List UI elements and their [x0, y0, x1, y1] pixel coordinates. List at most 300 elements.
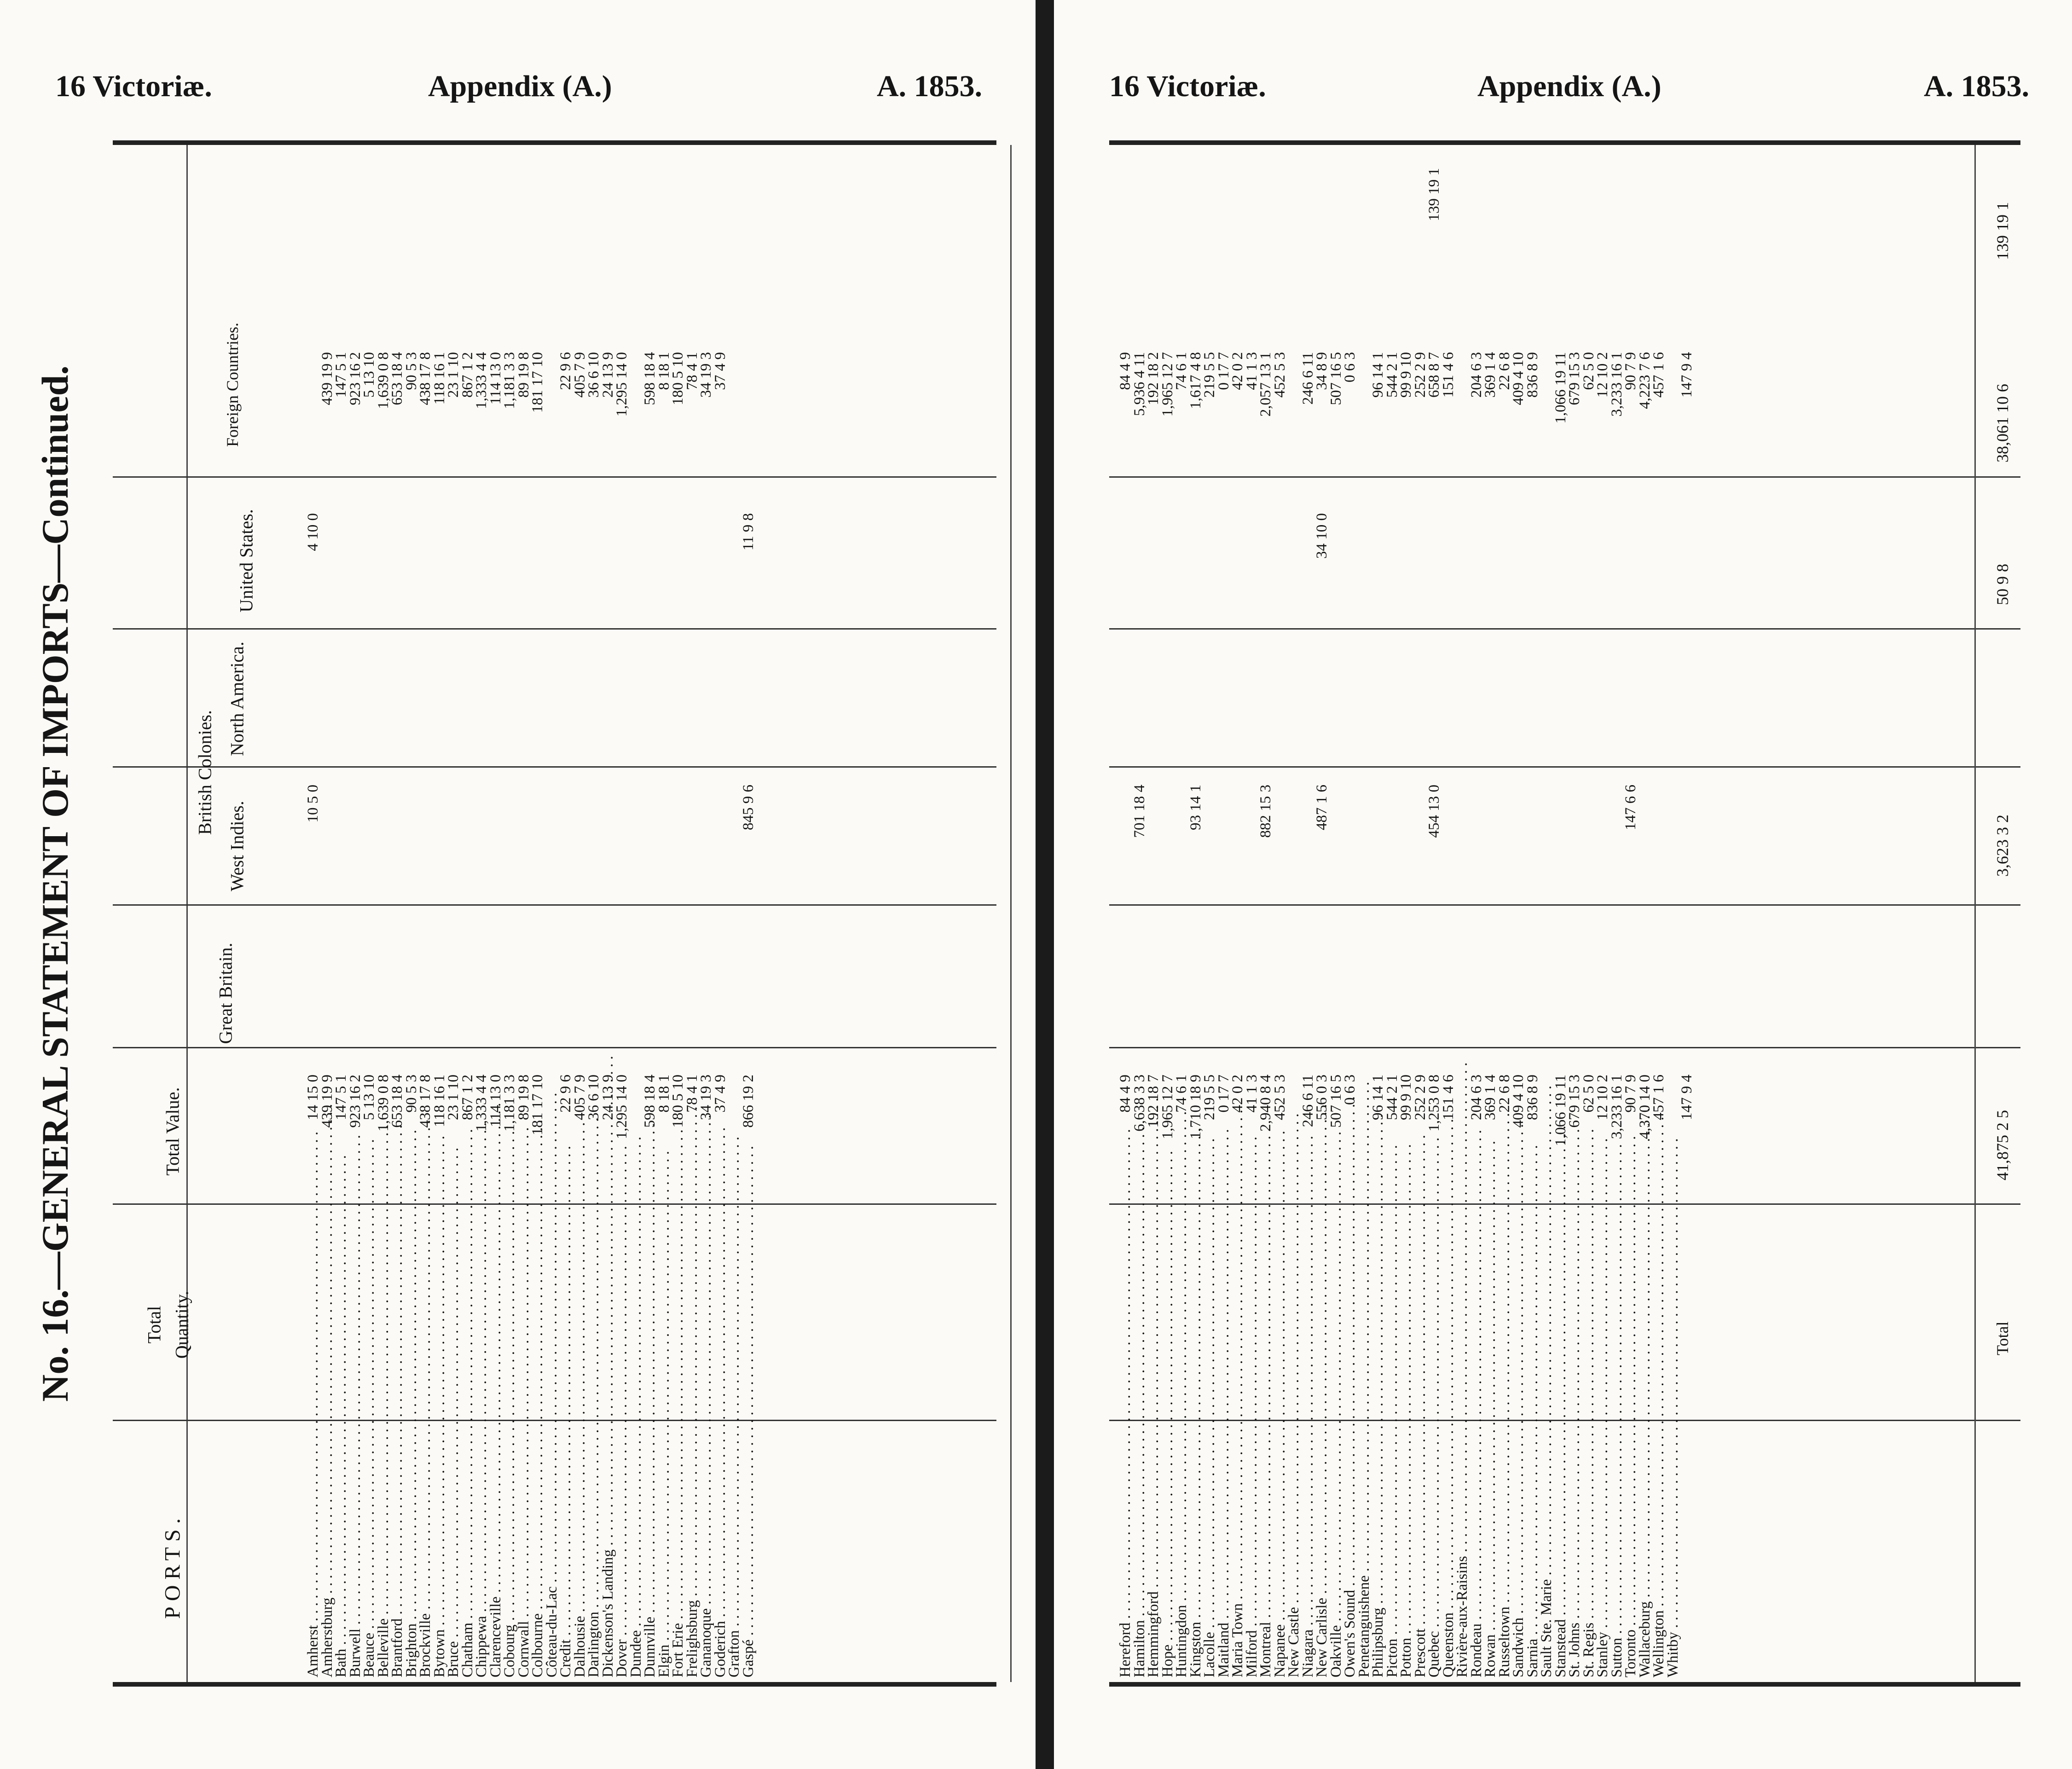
port-name: Napanee . . .: [1273, 1236, 1287, 1677]
port-name: Philipsburg . . .: [1371, 1236, 1385, 1677]
ports-column: [1118, 1236, 1680, 1677]
north-america-cell: [1203, 513, 1217, 624]
united-states-cell: 147 9 4: [1678, 352, 1695, 398]
total-value-cell: 34 19 3: [698, 1075, 714, 1120]
port-name: Bruce . . .: [446, 1236, 461, 1677]
north-america-cell: [545, 513, 559, 624]
great-britain-cell: [489, 785, 503, 904]
port-name: Belleville . . .: [376, 1236, 391, 1677]
united-states-cell: 42 0 2: [1229, 352, 1246, 390]
north-america-cell: [1133, 513, 1147, 624]
foreign-cell: [1118, 168, 1133, 278]
united-states-total: 38,061 10 6: [1993, 384, 2012, 462]
north-america-cell: [433, 513, 447, 624]
port-name: Burwell . . .: [348, 1236, 363, 1677]
united-states-cell: [741, 352, 756, 472]
port-name: Cobourg . . .: [503, 1236, 517, 1677]
foreign-cell: [1568, 168, 1582, 278]
total-value-cell: 147 5 1: [333, 1075, 349, 1120]
great-britain-cell: [1610, 785, 1624, 904]
total-value-cell: 181 17 10: [529, 1075, 546, 1135]
port-name: Brantford . . .: [390, 1236, 405, 1677]
total-value-cell: 452 5 3: [1271, 1075, 1288, 1120]
total-value-cell: 90 7 9: [1622, 1075, 1639, 1113]
great-britain-cell: [348, 785, 363, 904]
port-name: Montreal . . .: [1259, 1236, 1273, 1677]
totals-row: [1993, 145, 2020, 1677]
great-britain-cell: [671, 785, 685, 904]
united-states-cell: [1540, 352, 1554, 472]
total-value-cell: 22 9 6: [557, 1075, 574, 1113]
great-britain-cell: [531, 785, 545, 904]
foreign-cell: [1470, 168, 1484, 278]
united-states-cell: 24 13 9: [599, 352, 616, 398]
united-states-cell: 22 6 8: [1496, 352, 1513, 390]
united-states-cell: 90 7 9: [1622, 352, 1639, 390]
port-name: Penetanguishene . . .: [1357, 1236, 1372, 1677]
total-value-cell: 1,333 4 4: [473, 1075, 490, 1132]
total-value-cell: 78 4 1: [683, 1075, 700, 1113]
north-america-cell: [713, 513, 728, 624]
north-america-cell: [503, 513, 517, 624]
north-america-cell: [1245, 513, 1259, 624]
total-value-cell: 74 6 1: [1173, 1075, 1190, 1113]
great-britain-cell: [1455, 785, 1470, 904]
great-britain-cell: [390, 785, 405, 904]
total-value-cell: 1,181 3 3: [501, 1075, 518, 1132]
north-america-cell: [643, 513, 657, 624]
north-america-cell: [1161, 513, 1175, 624]
total-value-cell: 14 15 0: [305, 1075, 321, 1120]
port-name: Clarenceville . . .: [489, 1236, 503, 1677]
british-colonies-heading: British Colonies.: [194, 710, 215, 835]
north-america-cell: [1329, 513, 1343, 624]
north-america-cell: [1189, 513, 1203, 624]
united-states-cell: 1,333 4 4: [473, 352, 490, 409]
total-value-cell: 99 9 10: [1398, 1075, 1414, 1120]
united-states-cell: 37 4 9: [712, 352, 729, 390]
port-name: Wallaceburg . . .: [1638, 1236, 1652, 1677]
north-america-cell: [405, 513, 419, 624]
total-value-cell: 923 16 2: [347, 1075, 364, 1128]
total-value-cell: 42 0 2: [1229, 1075, 1246, 1113]
total-value-cell: 36 6 10: [585, 1075, 602, 1120]
port-name: Prescott . . .: [1413, 1236, 1428, 1677]
left-table-body: [306, 145, 996, 1677]
great-britain-cell: [685, 785, 700, 904]
port-name: Dalhousie . . .: [573, 1236, 587, 1677]
united-states-cell: 4,223 7 6: [1636, 352, 1653, 409]
foreign-cell: [1624, 168, 1638, 278]
north-america-cell: [1596, 513, 1610, 624]
great-britain-cell: [446, 785, 461, 904]
port-name: Kingston . . .: [1189, 1236, 1203, 1677]
united-states-cell: [1666, 352, 1680, 472]
port-name: Frelighsburg . . .: [685, 1236, 700, 1677]
north-america-cell: [517, 513, 531, 624]
foreign-cell: [1596, 168, 1610, 278]
port-name: Darlington . . .: [587, 1236, 601, 1677]
rule: [186, 145, 188, 1682]
total-value-cell: [1666, 1075, 1680, 1203]
port-name: Credit . . .: [559, 1236, 573, 1677]
great-britain-cell: 10 5 0: [305, 785, 321, 823]
great-britain-column: [1118, 785, 1680, 904]
north-america-cell: [334, 513, 348, 624]
port-name: New Castle . . .: [1287, 1236, 1301, 1677]
great-britain-cell: 882 15 3: [1257, 785, 1274, 838]
foreign-cell: [1498, 168, 1512, 278]
port-name: Sandwich . . .: [1511, 1236, 1526, 1677]
north-america-cell: [559, 513, 573, 624]
total-value-cell: 1,066 19 11: [1552, 1075, 1569, 1146]
north-america-cell: [573, 513, 587, 624]
north-america-cell: [1175, 513, 1189, 624]
port-name: Amherst . . .: [306, 1236, 320, 1677]
great-britain-cell: [1666, 785, 1680, 904]
united-states-cell: 0 6 3: [1342, 352, 1358, 382]
united-states-cell: 409 4 10: [1510, 352, 1527, 405]
north-america-cell: [587, 513, 601, 624]
great-britain-cell: [1329, 785, 1343, 904]
great-britain-cell: [362, 785, 376, 904]
total-value-cell: 89 19 8: [515, 1075, 532, 1120]
foreign-cell: [1231, 168, 1245, 278]
united-states-cell: 658 8 7: [1426, 352, 1442, 398]
great-britain-cell: [1652, 785, 1666, 904]
total-value-total: 41,875 2 5: [1993, 1110, 2012, 1180]
great-britain-cell: [1568, 785, 1582, 904]
united-states-cell: 1,295 14 0: [613, 352, 630, 417]
foreign-cell: [1511, 168, 1526, 278]
united-states-cell: 12 10 2: [1594, 352, 1611, 398]
great-britain-cell: 845 9 6: [740, 785, 757, 830]
great-britain-cell: [1413, 785, 1428, 904]
total-value-cell: 180 5 10: [670, 1075, 686, 1128]
north-america-cell: [489, 513, 503, 624]
north-america-cell: [1146, 513, 1161, 624]
foreign-cell: [1203, 168, 1217, 278]
great-britain-cell: [334, 785, 348, 904]
united-states-cell: 246 6 11: [1299, 352, 1316, 405]
united-states-cell: 439 19 9: [318, 352, 336, 405]
north-america-cell: 11 9 8: [740, 513, 757, 551]
united-states-cell: 78 4 1: [683, 352, 700, 390]
great-britain-cell: [475, 785, 489, 904]
north-america-cell: [1666, 513, 1680, 624]
port-name: Dickenson's Landing . . .: [601, 1236, 615, 1677]
foreign-cell: [1441, 168, 1456, 278]
north-america-cell: [657, 513, 671, 624]
port-name: New Carlisle . . .: [1315, 1236, 1329, 1677]
great-britain-cell: [1357, 785, 1372, 904]
north-america-cell: [699, 513, 713, 624]
north-america-cell: [1624, 513, 1638, 624]
foreign-cell: [1666, 168, 1680, 278]
total-value-cell: 5 13 10: [361, 1075, 377, 1120]
great-britain-cell: [1554, 785, 1568, 904]
united-states-cell: 3,233 16 1: [1608, 352, 1625, 417]
great-britain-cell: [713, 785, 728, 904]
north-america-cell: [461, 513, 475, 624]
total-value-cell: 1,710 18 9: [1187, 1075, 1204, 1139]
united-states-cell: 96 14 1: [1370, 352, 1386, 398]
total-value-cell: 24 13 9: [599, 1075, 616, 1120]
foreign-cell: [1161, 168, 1175, 278]
ports-column: [306, 1236, 755, 1677]
total-value-cell: 507 16 5: [1327, 1075, 1344, 1128]
north-america-cell: [1483, 513, 1498, 624]
great-britain-heading: Great Britain.: [215, 942, 236, 1044]
north-america-column: [1118, 513, 1680, 624]
total-value-cell: 0 17 7: [1215, 1075, 1232, 1113]
great-britain-column: [306, 785, 755, 904]
port-name: Bath . . .: [334, 1236, 348, 1677]
total-value-cell: 6,638 3 3: [1131, 1075, 1148, 1132]
north-america-cell: 34 10 0: [1314, 513, 1330, 559]
north-america-cell: [1498, 513, 1512, 624]
north-america-column: [306, 513, 755, 624]
foreign-cell: [1245, 168, 1259, 278]
north-america-cell: [601, 513, 615, 624]
port-name: Oakville . . .: [1329, 1236, 1343, 1677]
great-britain-cell: [1511, 785, 1526, 904]
united-states-cell: 1,965 12 7: [1159, 352, 1176, 417]
foreign-cell: [1273, 168, 1287, 278]
great-britain-total: 3,623 3 2: [1993, 815, 2012, 877]
total-value-cell: 41 1 3: [1243, 1075, 1260, 1113]
united-states-column: [306, 352, 755, 472]
total-value-cell: 204 6 3: [1468, 1075, 1485, 1120]
foreign-cell: [1259, 168, 1273, 278]
total-value-column: [1118, 1075, 1694, 1203]
port-name: Beauce . . .: [362, 1236, 376, 1677]
north-america-heading: North America.: [226, 642, 248, 756]
total-value-cell: 219 5 5: [1201, 1075, 1218, 1120]
united-states-cell: 89 19 8: [515, 352, 532, 398]
total-value-cell: 96 14 1: [1370, 1075, 1386, 1120]
great-britain-cell: [1203, 785, 1217, 904]
foreign-countries-column: [1118, 168, 1680, 278]
port-name: Brighton . . .: [405, 1236, 419, 1677]
united-states-column: [1118, 352, 1694, 472]
united-states-cell: 192 18 2: [1145, 352, 1162, 405]
north-america-cell: [376, 513, 391, 624]
total-value-cell: 23 1 10: [445, 1075, 462, 1120]
total-value-cell: 0 6 3: [1342, 1075, 1358, 1105]
total-value-cell: 1,639 0 8: [375, 1075, 392, 1132]
total-value-cell: [629, 1075, 643, 1203]
total-value-cell: 37 4 9: [712, 1075, 729, 1113]
left-page-title: No. 16.—GENERAL STATEMENT OF IMPORTS—Continued.: [34, 365, 76, 1402]
port-name: Rowan . . .: [1483, 1236, 1498, 1677]
total-value-cell: 1,295 14 0: [613, 1075, 630, 1139]
foreign-cell: [1175, 168, 1189, 278]
united-states-cell: 74 6 1: [1173, 352, 1190, 390]
total-value-cell: 556 0 3: [1314, 1075, 1330, 1120]
port-name: Dover . . .: [615, 1236, 629, 1677]
united-states-cell: 452 5 3: [1271, 352, 1288, 398]
great-britain-cell: [1596, 785, 1610, 904]
total-value-cell: 438 17 8: [417, 1075, 434, 1128]
port-name: Chatham . . .: [461, 1236, 475, 1677]
north-america-cell: [390, 513, 405, 624]
great-britain-cell: [376, 785, 391, 904]
port-name: Cornwall . . .: [517, 1236, 531, 1677]
foreign-cell: [1357, 168, 1372, 278]
port-name: Milford . . .: [1245, 1236, 1259, 1677]
great-britain-cell: [1146, 785, 1161, 904]
great-britain-cell: 701 18 4: [1131, 785, 1148, 838]
united-states-cell: 2,057 13 1: [1257, 352, 1274, 417]
port-name: Gananoque . . .: [699, 1236, 713, 1677]
port-name: Sutton . . .: [1610, 1236, 1624, 1677]
foreign-cell: [1554, 168, 1568, 278]
port-name: Whitby . . .: [1666, 1236, 1680, 1677]
great-britain-cell: [699, 785, 713, 904]
great-britain-cell: [1175, 785, 1189, 904]
foreign-cell: [1483, 168, 1498, 278]
great-britain-cell: [1498, 785, 1512, 904]
great-britain-cell: 147 6 6: [1622, 785, 1639, 830]
right-header-right: A. 1853.: [1924, 69, 2030, 103]
north-america-cell: [362, 513, 376, 624]
great-britain-cell: [1217, 785, 1231, 904]
united-states-cell: 1,181 3 3: [501, 352, 518, 409]
total-value-cell: 653 18 4: [389, 1075, 405, 1128]
united-states-cell: 90 5 3: [403, 352, 420, 390]
great-britain-cell: [1470, 785, 1484, 904]
united-states-cell: 1,066 19 11: [1552, 352, 1569, 424]
port-name: Hereford . . .: [1118, 1236, 1133, 1677]
north-america-cell: [1343, 513, 1357, 624]
north-america-cell: [615, 513, 629, 624]
great-britain-cell: [1385, 785, 1400, 904]
north-america-cell: [1217, 513, 1231, 624]
united-states-cell: 836 8 9: [1524, 352, 1541, 398]
port-name: Amherstburg . . .: [320, 1236, 335, 1677]
foreign-cell: [1133, 168, 1147, 278]
total-value-cell: 1,253 0 8: [1426, 1075, 1442, 1132]
united-states-cell: 5,936 4 11: [1131, 352, 1148, 416]
port-name: Lacolle . . .: [1203, 1236, 1217, 1677]
port-name: Côteau-du-Lac . . .: [545, 1236, 559, 1677]
great-britain-cell: [320, 785, 335, 904]
total-value-cell: 192 18 7: [1145, 1075, 1162, 1128]
united-states-cell: 34 19 3: [698, 352, 714, 398]
port-name: Maria Town . . .: [1231, 1236, 1245, 1677]
port-name: Russeltown . . .: [1498, 1236, 1512, 1677]
great-britain-cell: [1118, 785, 1133, 904]
great-britain-cell: [517, 785, 531, 904]
total-value-cell: 12 10 2: [1594, 1075, 1611, 1120]
north-america-cell: [1273, 513, 1287, 624]
total-value-column: [306, 1075, 755, 1203]
total-value-cell: 867 1 2: [459, 1075, 476, 1120]
north-america-cell: [671, 513, 685, 624]
north-america-cell: [348, 513, 363, 624]
port-name: Grafton . . .: [727, 1236, 741, 1677]
port-name: Fort Erie . . .: [671, 1236, 685, 1677]
port-name: Hope . . .: [1161, 1236, 1175, 1677]
great-britain-cell: [1231, 785, 1245, 904]
total-value-cell: 246 6 11: [1299, 1075, 1316, 1127]
right-header-left: 16 Victoriæ.: [1109, 69, 1266, 103]
left-header-center: Appendix (A.): [428, 69, 612, 103]
port-name: Colbourne . . .: [531, 1236, 545, 1677]
great-britain-cell: [1582, 785, 1596, 904]
united-states-cell: 180 5 10: [670, 352, 686, 405]
north-america-cell: [531, 513, 545, 624]
great-britain-cell: [573, 785, 587, 904]
foreign-cell: [1146, 168, 1161, 278]
port-name: St. Johns . . .: [1568, 1236, 1582, 1677]
total-value-cell: 4,370 14 0: [1636, 1075, 1653, 1139]
united-states-cell: 118 16 1: [431, 352, 448, 405]
north-america-cell: [1540, 513, 1554, 624]
total-value-cell: 866 19 2: [740, 1075, 757, 1128]
united-states-cell: [306, 352, 320, 472]
great-britain-cell: [433, 785, 447, 904]
foreign-countries-heading: Foreign Countries.: [223, 323, 242, 447]
north-america-cell: [685, 513, 700, 624]
united-states-cell: 41 1 3: [1243, 352, 1260, 390]
north-america-cell: [1511, 513, 1526, 624]
north-america-cell: [1413, 513, 1428, 624]
north-america-cell: [1638, 513, 1652, 624]
total-value-cell: 114 13 0: [487, 1075, 504, 1127]
united-states-cell: 507 16 5: [1327, 352, 1344, 405]
total-value-cell: 598 18 4: [642, 1075, 658, 1128]
united-states-cell: 252 2 9: [1412, 352, 1429, 398]
port-name: Stanstead . . .: [1554, 1236, 1568, 1677]
right-header-center: Appendix (A.): [1477, 69, 1661, 103]
total-value-cell: 22 6 8: [1496, 1075, 1513, 1113]
north-america-cell: [475, 513, 489, 624]
foreign-cell: [1301, 168, 1315, 278]
united-states-cell: 34 8 9: [1314, 352, 1330, 390]
total-value-cell: [1287, 1075, 1301, 1203]
north-america-cell: [1231, 513, 1245, 624]
united-states-cell: 1,617 4 8: [1187, 352, 1204, 409]
great-britain-cell: [1161, 785, 1175, 904]
total-value-cell: 90 5 3: [403, 1075, 420, 1113]
port-name: Elgin . . .: [657, 1236, 671, 1677]
port-name: Quebec . . .: [1427, 1236, 1441, 1677]
great-britain-cell: [1371, 785, 1385, 904]
total-value-cell: 252 2 9: [1412, 1075, 1429, 1120]
foreign-cell: [1399, 168, 1413, 278]
united-states-cell: [545, 352, 559, 472]
united-states-cell: 598 18 4: [642, 352, 658, 405]
united-states-cell: 867 1 2: [459, 352, 476, 398]
port-name: Brockville . . .: [418, 1236, 433, 1677]
ports-heading: PORTS.: [160, 1513, 185, 1619]
total-value-cell: 2,940 8 4: [1257, 1075, 1274, 1132]
united-states-heading: United States.: [236, 509, 257, 613]
port-name: Picton . . .: [1385, 1236, 1400, 1677]
book-binding: [1036, 0, 1054, 1769]
great-britain-cell: [1287, 785, 1301, 904]
foreign-cell: [1189, 168, 1203, 278]
foreign-cell: [1610, 168, 1624, 278]
united-states-cell: 181 17 10: [529, 352, 546, 413]
left-table: [113, 140, 996, 1687]
foreign-cell: [1540, 168, 1554, 278]
great-britain-cell: [1273, 785, 1287, 904]
foreign-cell: 139 19 1: [1426, 168, 1442, 221]
total-value-heading: Total Value.: [162, 1087, 183, 1176]
